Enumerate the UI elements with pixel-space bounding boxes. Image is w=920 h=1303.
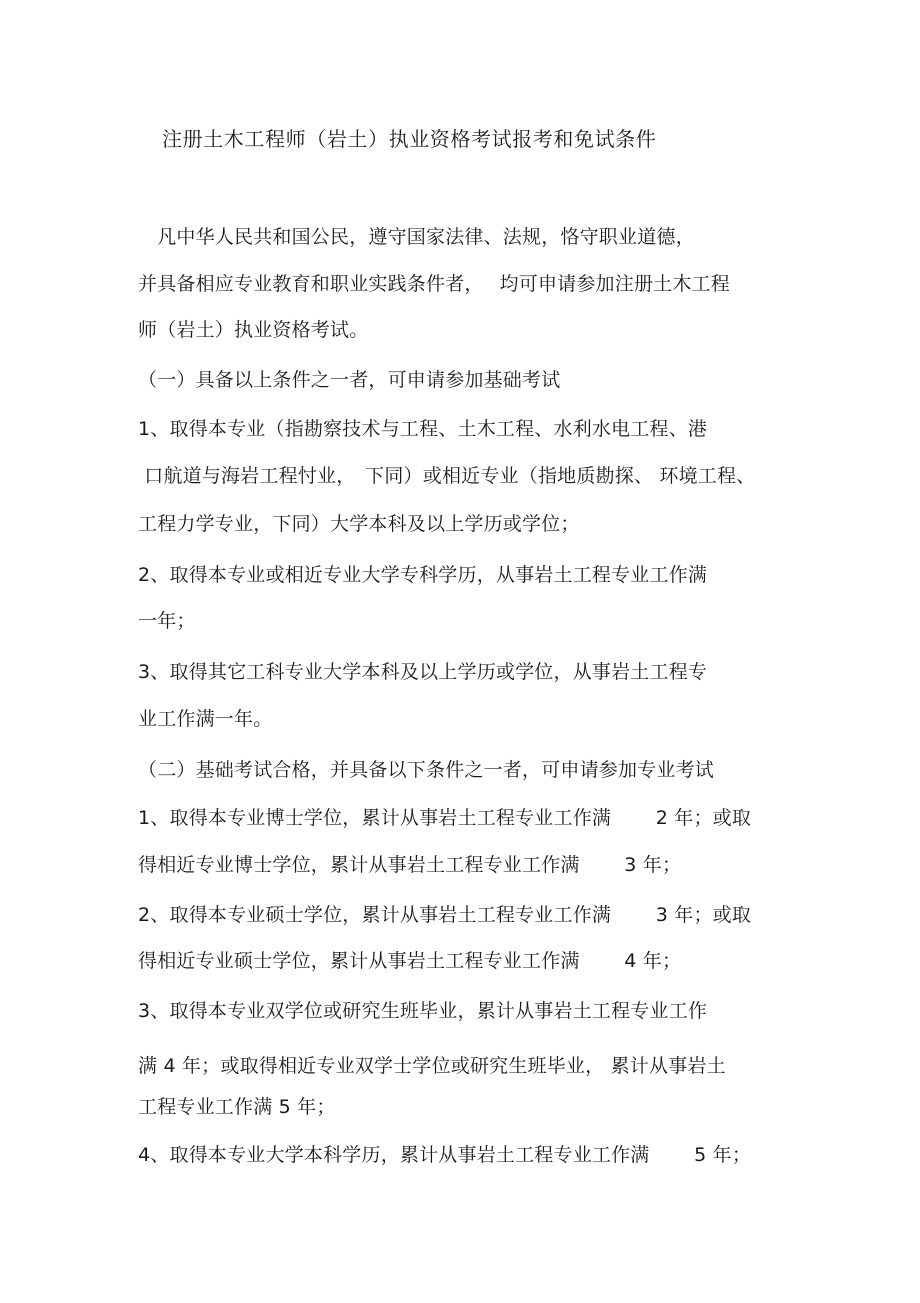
basic-item-1-line-2: 口航道与海岩工程忖业， 下同）或相近专业（指地质勘探、 环境工程、: [138, 465, 756, 487]
paragraph-intro-line-3: 师（岩土）执业资格考试。: [138, 319, 369, 341]
basic-item-3-line-2: 业工作满一年。: [138, 708, 273, 730]
paragraph-intro-line-2: 并具备相应专业教育和职业实践条件者， 均可申请参加注册土木工程: [138, 273, 730, 295]
pro-item-2-line-2: 得相近专业硕士学位，累计从事岩土工程专业工作满 4 年；: [138, 950, 682, 972]
document-title: 注册土木工程师（岩土）执业资格考试报考和免试条件: [162, 127, 657, 151]
pro-item-4-line-1: 4、取得本专业大学本科学历，累计从事岩土工程专业工作满 5 年；: [138, 1144, 752, 1166]
basic-item-1-line-3: 工程力学专业，下同）大学本科及以上学历或学位；: [138, 513, 580, 535]
basic-item-2-line-1: 2、取得本专业或相近专业大学专科学历，从事岩土工程专业工作满: [138, 564, 708, 586]
basic-item-1-line-1: 1、取得本专业（指勘察技术与工程、土木工程、水利水电工程、港: [138, 418, 708, 440]
pro-item-3-line-1: 3、取得本专业双学位或研究生班毕业，累计从事岩土工程专业工作: [138, 1000, 708, 1022]
basic-item-2-line-2: 一年；: [138, 610, 196, 632]
pro-item-3-line-3: 工程专业工作满 5 年；: [138, 1096, 336, 1118]
pro-item-2-line-1: 2、取得本专业硕士学位，累计从事岩土工程专业工作满 3 年；或取: [138, 904, 752, 926]
pro-item-1-line-2: 得相近专业博士学位，累计从事岩土工程专业工作满 3 年；: [138, 854, 682, 876]
basic-item-3-line-1: 3、取得其它工科专业大学本科及以上学历或学位，从事岩土工程专: [138, 661, 708, 683]
paragraph-intro-line-1: 凡中华人民共和国公民，遵守国家法律、法规，恪守职业道德，: [138, 226, 695, 248]
pro-item-1-line-1: 1、取得本专业博士学位，累计从事岩土工程专业工作满 2 年；或取: [138, 807, 752, 829]
section-heading-basic-exam: （一）具备以上条件之一者，可申请参加基础考试: [138, 369, 561, 391]
pro-item-3-line-2: 满 4 年；或取得相近专业双学士学位或研究生班毕业， 累计从事岩土: [138, 1055, 726, 1077]
section-heading-professional-exam: （二）基础考试合格，并具备以下条件之一者，可申请参加专业考试: [138, 759, 715, 781]
